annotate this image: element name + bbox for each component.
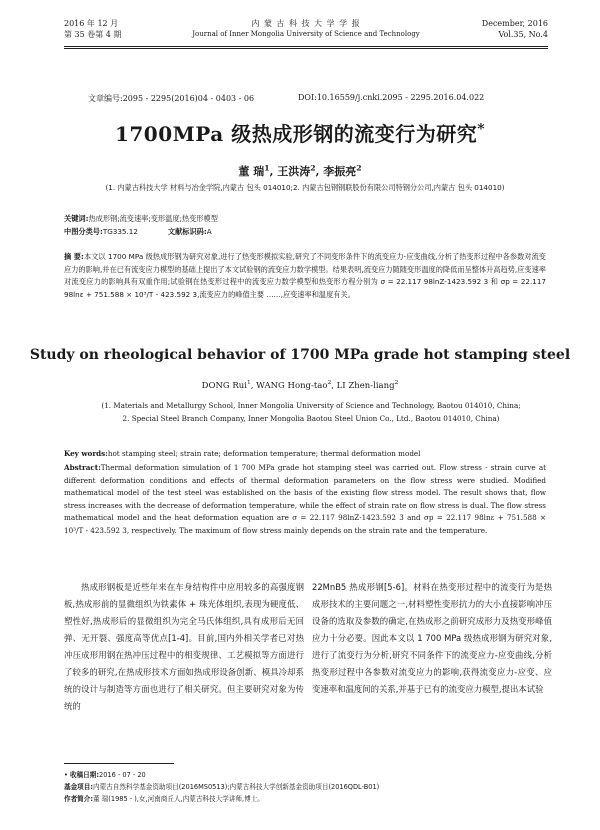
abstract-cn-text: 本文以 1700 MPa 级热成形钢为研究对象,进行了热变形模拟实验,研究了不同变形条件下的流变应力-应变曲线,分析了热变形过程中各参数对流变应力的影响,并在已有流变应力模型的基础上提出了本文试验钢的流变应力数学模型。结果表明,流变应力随随变形温度的降低而呈整体升高趋势,应变速率对流变应力的影响具有双重作用;试验钢在热变形过程中的流变应力数学模型和热变形方程分别为 σ = 22.117 98lnZ-1423.592 3 和 σp = 22.117 98lnε + 751.588 × 10³/T - 423.592 3,流变应力的峰值主要 ……,应变速率和温度有关。: [64, 252, 546, 299]
running-header: [64, 18, 548, 46]
author-cn: 王洪涛: [277, 165, 311, 178]
article-meta: [88, 93, 518, 104]
author-cn-affil: 2: [310, 163, 316, 173]
abstract-en-label: Abstract:: [64, 463, 101, 472]
affiliation-en: [96, 399, 526, 425]
doc-code-label: 文献标识码:: [167, 226, 207, 236]
body-column-left: 热成形钢板是近些年来在车身结构件中应用较多的高强度钢板,热成形前的显微组织为铁素体 + 珠光体组织,表现为硬度低、塑性好,热成形后的显微组织为完全马氏体组织,具有成形后无回弹、无开裂、强度高等优点[1-4]。目前,国内外相关学者已对热冲压成形用钢在热冲压过程中的相变规律、工艺模拟等方面进行了较多的研究,在热成形技术方面如热成形设备创新、模具冷却系统的设计与制造等方面也进行了相关研究。但主要研究对象为传统的: [64, 582, 304, 711]
header-volume-en: Vol.35, No.4: [498, 30, 548, 39]
footnotes: [64, 769, 546, 805]
header-volume-cn: 第 35 卷第 4 期: [64, 30, 122, 39]
header-rule: [64, 46, 548, 47]
classification-cn: [64, 226, 544, 239]
keywords-cn-label: 关键词:: [64, 214, 89, 223]
received-date: 2016 - 07 - 20: [99, 771, 146, 779]
keywords-cn-block: [64, 213, 544, 238]
title-cn: [0, 118, 600, 147]
author-en: DONG Rui: [201, 381, 247, 391]
journal-name-en: Journal of Inner Mongolia University of Science and Technology: [192, 30, 420, 38]
header-right: [482, 18, 548, 40]
keywords-cn-text: 热成形钢;流变速率;变形温度;热变形模型: [88, 214, 218, 223]
keywords-en-label: Key words:: [64, 449, 108, 458]
author-en-affil: 2: [327, 379, 332, 387]
keywords-cn: [64, 213, 544, 226]
fund-label: 基金项目:: [64, 783, 94, 791]
header-date-cn: 2016 年 12 月: [64, 19, 119, 28]
clc-value: TG335.12: [102, 226, 138, 236]
keywords-en: [64, 448, 546, 460]
author-cn: 李振亮: [323, 165, 357, 178]
author-bio-label: 作者简介:: [64, 795, 94, 803]
author-cn: 董 瑞: [238, 165, 265, 178]
footnote-author: [64, 793, 546, 805]
received-label: 收稿日期:: [70, 771, 100, 779]
header-rule-thin: [64, 48, 548, 49]
affiliation-en-2: 2. Special Steel Branch Company, Inner Mongolia Baotou Steel Union Co., Ltd., Baotou 014010, China): [122, 414, 500, 423]
keywords-en-text: hot stamping steel; strain rate; deformation temperature; thermal deformation model: [107, 449, 421, 458]
abstract-cn: [64, 251, 546, 301]
journal-name-cn: 内 蒙 古 科 技 大 学 学 报: [251, 19, 361, 28]
doc-code-value: A: [206, 226, 212, 236]
fund-text: 内蒙古自然科学基金资助项目(2016MS0513);内蒙古科技大学创新基金资助项目(2016QDL-B01): [93, 783, 380, 791]
footnote-rule: [64, 763, 174, 764]
abstract-en-text: Thermal deformation simulation of 1 700 MPa grade hot stamping steel was carried out. Flow stress - strain curve at different deformation conditions and effects of thermal deformation parameters on the flow stress were studied. Modified mathematical model of the test steel was established on the basis of the existing flow stress model. The result shows that, flow stress increases with the decrease of deformation temperature, while the effect of strain rate on flow stress is dual. The flow stress mathematical model and the heat deformation equation are σ = 22.117 98lnZ-1423.592 3 and σp = 22.117 98lnε + 751.588 × 10³/T - 423.592 3, respectively. The maximum of flow stress mainly depends on the strain rate and the temperature.: [64, 463, 546, 535]
authors-cn: 董 瑞$^1$, 王洪涛$^2$, 李振亮$^2$: [238, 163, 362, 178]
footnote-fund: [64, 781, 546, 793]
doi: DOI:10.16559/j.cnki.2095 - 2295.2016.04.022: [298, 93, 485, 102]
affiliation-en-1: (1. Materials and Metallurgy School, Inner Mongolia University of Science and Technology, Baotou 014010, China;: [101, 401, 521, 410]
author-cn-affil: 2: [356, 163, 362, 173]
affiliation-cn: (1. 内蒙古科技大学 材料与冶金学院,内蒙古 包头 014010;2. 内蒙古包钢钢联股份有限公司特钢分公司,内蒙古 包头 014010): [105, 183, 505, 192]
body-column-right: 22MnB5 热成形钢[5-6]。材料在热变形过程中的流变行为是热成形技术的主要问题之一,材料塑性变形抗力的大小直接影响冲压设备的选取及参数的确定,在热成形之前研究成形力及热变形峰值应力十分必要。因此本文以 1 700 MPa 级热成形钢为研究对象,进行了流变行为分析,研究不同条件下的流变应力-应变曲线,分析热变形过程中各参数对流变应力的影响,获得流变应力-应变、应变速率和温度间的关系,并基于已有的流变应力模型,提出本试验: [312, 582, 552, 694]
abstract-cn-label: 摘 要:: [64, 252, 84, 261]
title-en: Study on rheological behavior of 1700 MPa grade hot stamping steel: [29, 347, 571, 363]
article-number: 文章编号:2095 - 2295(2016)04 - 0403 - 06: [88, 94, 255, 103]
author-en: WANG Hong-tao: [256, 381, 328, 391]
title-cn-text: 1700MPa 级热成形钢的流变行为研究: [114, 122, 478, 146]
author-bio-text: 董 瑞(1985 - ),女,河南商丘人,内蒙古科技大学讲师,博士。: [93, 795, 264, 803]
author-en-affil: 2: [394, 379, 399, 387]
author-en-affil: 1: [246, 379, 251, 387]
author-cn-affil: 1: [264, 163, 270, 173]
footnote-received: • 收稿日期:2016 - 07 - 20: [64, 771, 146, 779]
title-cn-footnote-mark: *: [477, 121, 486, 138]
header-center: [64, 18, 548, 40]
header-date-en: December, 2016: [481, 19, 548, 28]
clc-label: 中图分类号:: [64, 226, 103, 236]
abstract-en: [64, 462, 546, 538]
authors-en: DONG Rui$^1$, WANG Hong-tao$^2$, LI Zhen-liang$^2$: [201, 379, 399, 391]
author-en: LI Zhen-liang: [336, 381, 395, 391]
